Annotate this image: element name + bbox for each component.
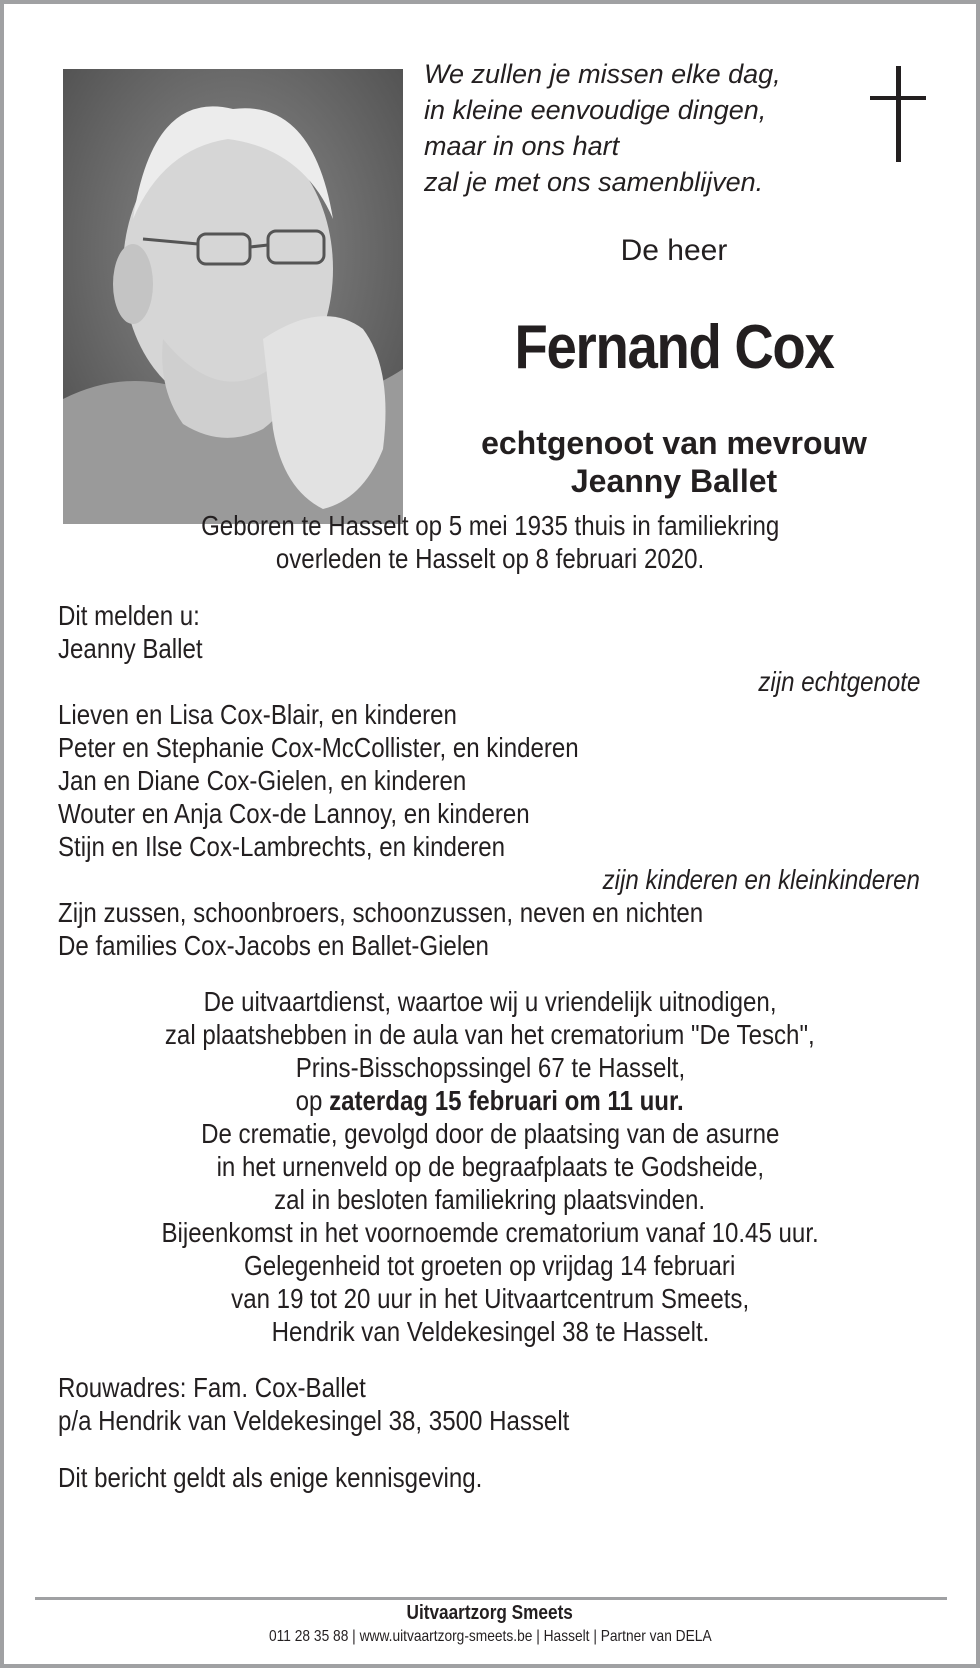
service-line: zal plaatshebben in de aula van het crematorium "De Tesch", [165, 1019, 815, 1050]
honorific: De heer [620, 234, 728, 267]
portrait-image [63, 69, 403, 524]
spouse-info [434, 424, 914, 500]
announcers-intro: Dit melden u: [58, 600, 200, 631]
poem-line: in kleine eenvoudige dingen, [424, 95, 767, 125]
service-line: Bijeenkomst in het voornoemde crematorium vanaf 10.45 uur. [161, 1217, 819, 1248]
service-line: Hendrik van Veldekesingel 38 te Hasselt. [271, 1316, 709, 1347]
funeral-company-contact: 011 28 35 88 | www.uitvaartzorg-smeets.be | Hasselt | Partner van DELA [268, 1628, 712, 1645]
spouse-line: echtgenoot van mevrouw [481, 425, 867, 461]
child-entry: Wouter en Anja Cox-de Lannoy, en kinderen [58, 798, 530, 829]
service-line: De uitvaartdienst, waartoe wij u vriendelijk uitnodigen, [203, 986, 777, 1017]
poem-line: zal je met ons samenblijven. [424, 167, 764, 197]
service-line: Prins-Bisschopssingel 67 te Hasselt, [295, 1052, 685, 1083]
service-date: op zaterdag 15 februari om 11 uur. [295, 1085, 685, 1116]
poem-line: We zullen je missen elke dag, [424, 59, 781, 89]
service-line: zal in besloten familiekring plaatsvinden. [274, 1184, 706, 1215]
children-role: zijn kinderen en kleinkinderen [602, 864, 920, 895]
service-line: Gelegenheid tot groeten op vrijdag 14 februari [244, 1250, 736, 1281]
memorial-poem [424, 56, 781, 200]
child-entry: Jan en Diane Cox-Gielen, en kinderen [58, 765, 467, 796]
service-date-bold: zaterdag 15 februari om 11 uur. [329, 1085, 685, 1116]
child-entry: Peter en Stephanie Cox-McCollister, en kinderen [58, 732, 579, 763]
death-line: overleden te Hasselt op 8 februari 2020. [275, 543, 705, 574]
mourning-address-street: p/a Hendrik van Veldekesingel 38, 3500 Hasselt [58, 1405, 570, 1436]
footer-divider [35, 1597, 947, 1600]
obituary-card [4, 4, 976, 1664]
portrait-photo [63, 69, 403, 524]
announcer-spouse: Jeanny Ballet [58, 633, 203, 664]
child-entry: Stijn en Ilse Cox-Lambrechts, en kinderen [58, 831, 506, 862]
notice-line: Dit bericht geldt als enige kennisgeving. [58, 1462, 483, 1493]
mourning-address: Rouwadres: Fam. Cox-Ballet [58, 1372, 366, 1403]
cross-icon [870, 66, 926, 162]
families-line: De families Cox-Jacobs en Ballet-Gielen [58, 930, 489, 961]
service-line: van 19 tot 20 uur in het Uitvaartcentrum Smeets, [231, 1283, 749, 1314]
relatives-line: Zijn zussen, schoonbroers, schoonzussen, neven en nichten [58, 897, 704, 928]
service-line: in het urnenveld op de begraafplaats te Godsheide, [216, 1151, 764, 1182]
spouse-role: zijn echtgenote [758, 666, 920, 697]
funeral-company: Uitvaartzorg Smeets [406, 1602, 574, 1624]
service-line: De crematie, gevolgd door de plaatsing van de asurne [200, 1118, 780, 1149]
birth-line: Geboren te Hasselt op 5 mei 1935 thuis in familiekring [200, 510, 780, 541]
poem-line: maar in ons hart [424, 131, 620, 161]
spouse-name: Jeanny Ballet [570, 463, 778, 499]
child-entry: Lieven en Lisa Cox-Blair, en kinderen [58, 699, 457, 730]
deceased-name: Fernand Cox [514, 313, 834, 382]
